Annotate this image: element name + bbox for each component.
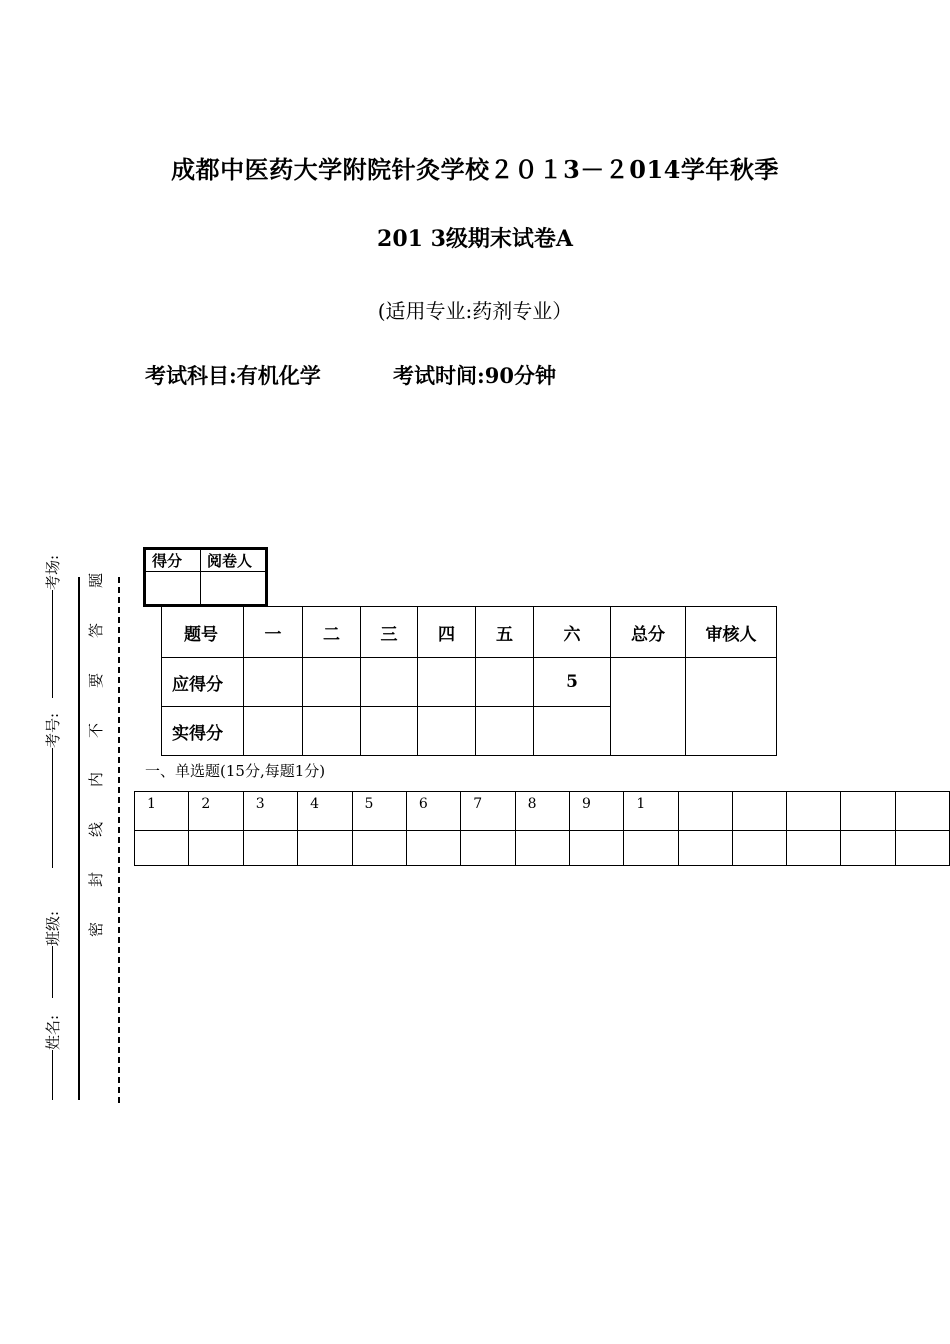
seal-char: 内 (87, 772, 106, 788)
grader-box (143, 547, 268, 607)
seal-char: 题 (87, 572, 106, 589)
answer-cell[interactable] (787, 831, 841, 866)
actual-q6[interactable] (534, 707, 611, 756)
should-q5[interactable] (476, 658, 534, 707)
seal-char: 要 (87, 672, 106, 688)
question-number-cell (732, 792, 786, 831)
question-number-cell (841, 792, 895, 831)
should-q2[interactable] (303, 658, 361, 707)
score-summary-table (161, 606, 777, 756)
answer-cell[interactable] (298, 831, 352, 866)
answer-grid (134, 791, 950, 866)
should-q1[interactable] (244, 658, 303, 707)
answer-cell[interactable] (732, 831, 786, 866)
class-field[interactable] (42, 911, 63, 1000)
answer-cell[interactable] (624, 831, 678, 866)
question-number-cell: 5 (352, 792, 406, 831)
actual-q2[interactable] (303, 707, 361, 756)
exam-number-field[interactable] (42, 713, 63, 870)
header-q3: 三 (361, 607, 418, 658)
question-number-cell (895, 792, 949, 831)
answer-cell[interactable] (352, 831, 406, 866)
header-total: 总分 (611, 607, 686, 658)
answer-cell[interactable] (678, 831, 732, 866)
actual-q4[interactable] (418, 707, 476, 756)
actual-q3[interactable] (361, 707, 418, 756)
name-label: 姓名: (44, 1014, 62, 1050)
seal-char: 密 (87, 921, 106, 937)
section-title: 一、单选题(15分,每题1分) (145, 762, 326, 780)
answer-cell[interactable] (461, 831, 515, 866)
actual-q5[interactable] (476, 707, 534, 756)
answer-cell[interactable] (570, 831, 624, 866)
seal-char: 答 (87, 622, 106, 638)
header-question-no: 题号 (162, 607, 244, 658)
question-number-cell: 1 (135, 792, 189, 831)
answer-cell[interactable] (406, 831, 460, 866)
question-number-cell: 3 (243, 792, 297, 831)
seal-char: 线 (87, 822, 106, 838)
header-q1: 一 (244, 607, 303, 658)
question-number-cell: 9 (570, 792, 624, 831)
answer-cell[interactable] (189, 831, 243, 866)
answer-cell[interactable] (135, 831, 189, 866)
exam-subject: 考试科目:有机化学 (145, 363, 321, 388)
name-field[interactable] (42, 1015, 63, 1102)
question-number-cell: 6 (406, 792, 460, 831)
header-q5: 五 (476, 607, 534, 658)
exam-number-label: 考号: (44, 712, 62, 748)
exam-title-line2: 201 3级期末试卷A (377, 226, 573, 252)
seal-char: 封 (87, 872, 106, 888)
row-should-label: 应得分 (162, 658, 244, 707)
exam-title-line1: 成都中医药大学附院针灸学校２０１3－２014学年秋季 (171, 155, 779, 184)
binding-dashed-line (118, 577, 120, 1103)
question-number-cell: 8 (515, 792, 569, 831)
row-actual-label: 实得分 (162, 707, 244, 756)
score-label: 得分 (145, 549, 201, 572)
question-number-cell: 4 (298, 792, 352, 831)
question-number-cell (787, 792, 841, 831)
grader-label: 阅卷人 (201, 549, 267, 572)
question-number-cell: 7 (461, 792, 515, 831)
header-reviewer: 审核人 (686, 607, 777, 658)
total-cell[interactable] (611, 658, 686, 756)
should-q3[interactable] (361, 658, 418, 707)
question-number-cell: 2 (189, 792, 243, 831)
reviewer-cell[interactable] (686, 658, 777, 756)
applicable-major: (适用专业:药剂专业） (377, 299, 573, 323)
should-q6[interactable]: 5 (534, 658, 611, 707)
score-cell[interactable] (145, 572, 201, 606)
exam-room-field[interactable] (42, 555, 63, 700)
header-q4: 四 (418, 607, 476, 658)
exam-duration: 考试时间:90分钟 (393, 363, 556, 388)
header-q2: 二 (303, 607, 361, 658)
class-label: 班级: (44, 910, 62, 946)
answer-cell[interactable] (243, 831, 297, 866)
question-number-cell (678, 792, 732, 831)
should-q4[interactable] (418, 658, 476, 707)
seal-line-text (86, 570, 106, 940)
exam-room-label: 考场: (44, 554, 62, 590)
answer-cell[interactable] (515, 831, 569, 866)
binding-solid-line (78, 577, 80, 1100)
question-number-cell: 1 (624, 792, 678, 831)
header-q6: 六 (534, 607, 611, 658)
actual-q1[interactable] (244, 707, 303, 756)
answer-cell[interactable] (895, 831, 949, 866)
grader-cell[interactable] (201, 572, 267, 606)
seal-char: 不 (87, 722, 106, 738)
answer-cell[interactable] (841, 831, 895, 866)
